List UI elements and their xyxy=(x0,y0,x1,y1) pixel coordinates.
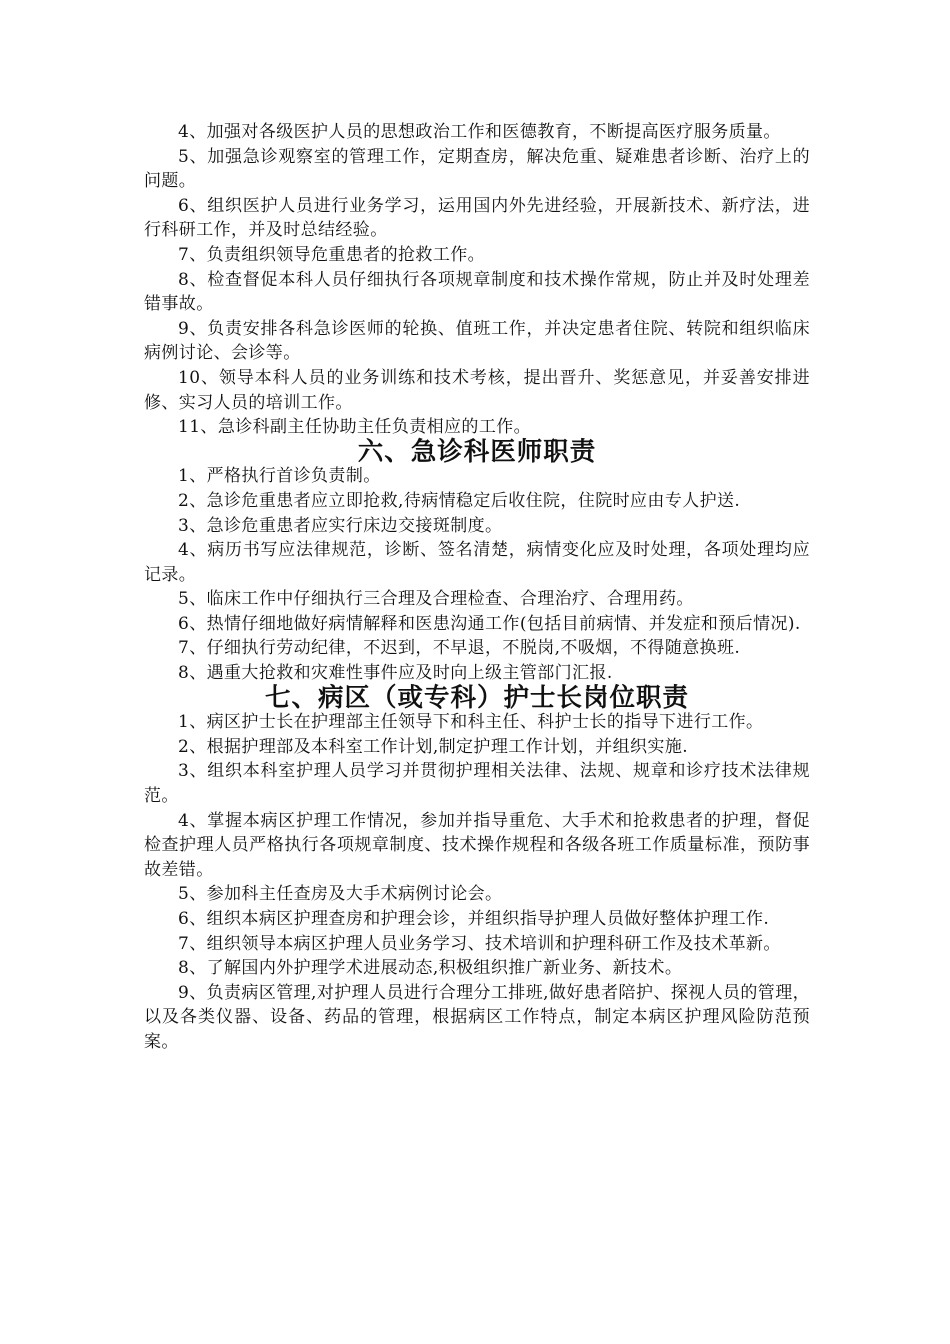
paragraph-physician-duty-6: 6、热情仔细地做好病情解释和医患沟通工作(包括目前病情、并发症和预后情况). xyxy=(178,613,801,634)
paragraph-head-nurse-duty-9: 9、负责病区管理,对护理人员进行合理分工排班,做好患者陪护、探视人员的管理，以及各类仪器、设备、药品的管理，根据病区工作特点，制定本病区护理风险防范预案。 xyxy=(144,982,810,1052)
paragraph-head-nurse-duty-5: 5、参加科主任查房及大手术病例讨论会。 xyxy=(178,884,503,905)
section-heading-head-nurse-duties: 七、病区（或专科）护士长岗位职责 xyxy=(264,682,689,713)
paragraph-head-nurse-duty-6: 6、组织本病区护理查房和护理会诊，并组织指导护理人员做好整体护理工作. xyxy=(178,909,770,929)
paragraph-head-nurse-duty-1: 1、病区护士长在护理部主任领导下和科主任、科护士长的指导下进行工作。 xyxy=(178,712,764,733)
paragraph-dept-head-duty-5: 5、加强急诊观察室的管理工作，定期查房，解决危重、疑难患者诊断、治疗上的问题。 xyxy=(144,146,810,192)
paragraph-physician-duty-1: 1、严格执行首诊负责制。 xyxy=(178,466,381,487)
paragraph-physician-duty-5: 5、临床工作中仔细执行三合理及合理检查、合理治疗、合理用药。 xyxy=(178,589,694,610)
paragraph-dept-head-duty-9: 9、负责安排各科急诊医师的轮换、值班工作，并决定患者住院、转院和组织临床病例讨论、会诊等。 xyxy=(144,318,810,364)
paragraph-dept-head-duty-10: 10、领导本科人员的业务训练和技术考核，提出晋升、奖惩意见，并妥善安排进修、实习人员的培训工作。 xyxy=(144,367,810,413)
paragraph-head-nurse-duty-2: 2、根据护理部及本科室工作计划,制定护理工作计划，并组织实施. xyxy=(178,736,689,757)
paragraph-dept-head-duty-4: 4、加强对各级医护人员的思想政治工作和医德教育，不断提高医疗服务质量。 xyxy=(178,122,781,142)
paragraph-dept-head-duty-7: 7、负责组织领导危重患者的抢救工作。 xyxy=(178,244,486,265)
section-heading-physician-duties: 六、急诊科医师职责 xyxy=(357,436,597,467)
paragraph-dept-head-duty-11: 11、急诊科副主任协助主任负责相应的工作。 xyxy=(178,417,532,438)
paragraph-head-nurse-duty-7: 7、组织领导本病区护理人员业务学习、技术培训和护理科研工作及技术革新。 xyxy=(178,933,781,954)
paragraph-physician-duty-4: 4、病历书写应法律规范，诊断、签名清楚，病情变化应及时处理，各项处理均应记录。 xyxy=(144,540,810,585)
paragraph-physician-duty-7: 7、仔细执行劳动纪律，不迟到，不早退，不脱岗,不吸烟，不得随意换班. xyxy=(178,638,741,659)
paragraph-dept-head-duty-6: 6、组织医护人员进行业务学习，运用国内外先进经验，开展新技术、新疗法，进行科研工作，并及时总结经验。 xyxy=(144,195,810,241)
document-page xyxy=(144,120,810,1055)
paragraph-head-nurse-duty-8: 8、了解国内外护理学术进展动态,积极组织推广新业务、新技术。 xyxy=(178,958,683,979)
paragraph-dept-head-duty-8: 8、检查督促本科人员仔细执行各项规章制度和技术操作常规，防止并及时处理差错事故。 xyxy=(144,269,810,315)
paragraph-head-nurse-duty-3: 3、组织本科室护理人员学习并贯彻护理相关法律、法规、规章和诊疗技术法律规范。 xyxy=(144,761,810,807)
paragraph-physician-duty-8: 8、遇重大抢救和灾难性事件应及时向上级主管部门汇报. xyxy=(178,663,613,684)
paragraph-physician-duty-2: 2、急诊危重患者应立即抢救,待病情稳定后收住院，住院时应由专人护送. xyxy=(178,490,741,511)
paragraph-physician-duty-3: 3、急诊危重患者应实行床边交接斑制度。 xyxy=(178,515,503,536)
paragraph-head-nurse-duty-4: 4、掌握本病区护理工作情况，参加并指导重危、大手术和抢救患者的护理，督促检查护理人员严格执行各项规章制度、技术操作规程和各级各班工作质量标准，预防事故差错。 xyxy=(144,810,810,880)
